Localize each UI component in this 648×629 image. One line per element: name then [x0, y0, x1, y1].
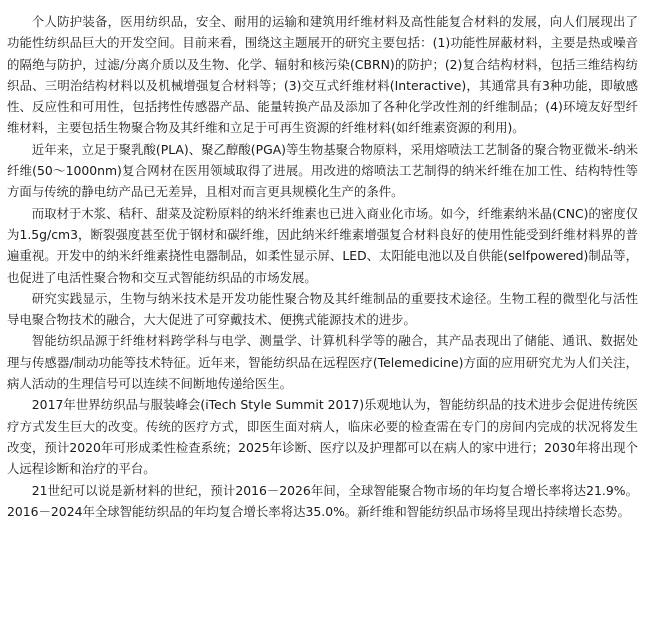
paragraph-market-growth: 21世纪可以说是新材料的世纪，预计2016－2026年间，全球智能聚合物市场的年均复合增长率将达21.9%。2016－2024年全球智能纺织品的年均复合增长率将达35.0%。新纤维和智能纺织品市场将呈现出持续增长态势。	[7, 482, 638, 519]
paragraph-bio-nano-technology: 研究实践显示，生物与纳米技术是开发功能性聚合物及其纤维制品的重要技术途径。生物工程的微型化与活性导电聚合物技术的融合，大大促进了可穿戴技术、便携式能源技术的进步。	[7, 290, 638, 328]
paragraph-functional-textiles: 个人防护装备，医用纺织品，安全、耐用的运输和建筑用纤维材料及高性能复合材料的发展，向人们展现出了功能性纺织品巨大的开发空间。目前来看，围绕这主题展开的研究主要包括：(1)功能性屏蔽材料，主要是热或噪音的隔绝与防护，过滤/分离介质以及生物、化学、辐射和核污染(CBRN)的防护；(2)复合结构材料，包括三维结构纺织品、三明治结构材料以及机械增强复合材料等；(3)交互式纤维材料(Interactive)，其通常具有3种功能，即敏感性、反应性和可用性，包括拷性传感器产品、能量转换产品及添加了各种化学改性剂的纤维制品；(4)环境友好型纤维材料，主要包括生物聚合物及其纤维和立足于可再生资源的纤维材料(如纤维素资源的利用)。	[7, 14, 638, 136]
paragraph-itech-summit: 2017年世界纺织品与服装峰会(iTech Style Summit 2017)乐观地认为，智能纺织品的技术进步会促进传统医疗方式发生巨大的改变。传统的医疗方式，即医生面对病人，临床必要的检查需在专门的房间内完成的状况将发生改变，预计2020年可形成柔性检查系统；2025年诊断、医疗以及护理都可以在病人的家中进行；2030年将出现个人远程诊断和治疗的平台。	[7, 397, 638, 477]
paragraph-nanocellulose: 而取材于木浆、秸秆、甜菜及淀粉原料的纳米纤维素也已进入商业化市场。如今，纤维素纳米晶(CNC)的密度仅为1.5g/cm3，断裂强度甚至优于钢材和碳纤维，因此纳米纤维素增强复合材料良好的使用性能受到纤维材料界的普遍重视。开发中的纳米纤维素挠性电器制品，如柔性显示屏、LED、太阳能电池以及自供能(selfpowered)制品等，也促进了电活性聚合物和交互式智能纺织品的市场发展。	[7, 205, 639, 285]
paragraph-smart-textiles: 智能纺织品源于纤维材料跨学科与电学、测量学、计算机科学等的融合，其产品表现出了储能、通讯、数据处理与传感器/制动功能等技术特征。近年来，智能纺织品在远程医疗(Telemedicine)方面的应用研究尤为人们关注，病人活动的生理信号可以连续不间断地传递给医生。	[7, 333, 638, 392]
paragraph-melt-blown-nanofibers: 近年来，立足于聚乳酸(PLA)、聚乙醇酸(PGA)等生物基聚合物原料，采用熔喷法工艺制备的聚合物亚微米-纳米纤维(50～1000nm)复合网材在医用领域取得了进展。用改进的熔喷法工艺制得的纳米纤维在加工性、结构特性等方面与传统的静电纺产品已无差异，且相对而言更具规模化生产的条件。	[7, 141, 638, 200]
